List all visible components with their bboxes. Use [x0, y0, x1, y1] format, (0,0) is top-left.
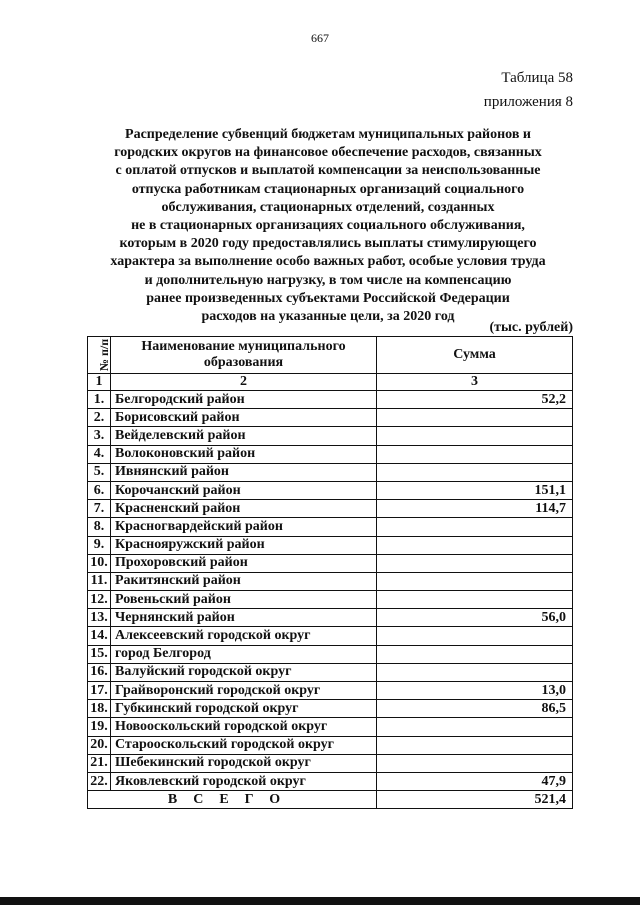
total-row [88, 791, 573, 809]
table-row [88, 682, 573, 700]
municipality-name: Краснояружский район [111, 536, 377, 554]
row-number: 5. [88, 463, 111, 481]
municipality-name: Ракитянский район [111, 572, 377, 590]
municipality-name: Новооскольский городской округ [111, 718, 377, 736]
subventions-table [87, 336, 573, 809]
row-number: 18. [88, 700, 111, 718]
units-label: (тыс. рублей) [489, 320, 573, 335]
row-sum [377, 736, 573, 754]
scan-bottom-edge [0, 897, 640, 905]
title-line: городских округов на финансовое обеспечение расходов, связанных [114, 145, 542, 161]
header-name: Наименование муниципального образования [111, 337, 377, 374]
row-sum: 86,5 [377, 700, 573, 718]
municipality-name: Шебекинский городской округ [111, 754, 377, 772]
row-number: 17. [88, 682, 111, 700]
row-sum [377, 663, 573, 681]
row-sum [377, 627, 573, 645]
row-number: 1. [88, 391, 111, 409]
municipality-name: Старооскольский городской округ [111, 736, 377, 754]
title-line: обслуживания, стационарных отделений, созданных [161, 199, 495, 215]
municipality-name: Чернянский район [111, 609, 377, 627]
table-row [88, 572, 573, 590]
row-sum [377, 591, 573, 609]
table-row [88, 554, 573, 572]
title-line: не в стационарных организациях социального обслуживания, [131, 218, 525, 234]
table-row [88, 627, 573, 645]
municipality-name: Прохоровский район [111, 554, 377, 572]
row-number: 6. [88, 481, 111, 499]
table-row [88, 754, 573, 772]
row-sum [377, 518, 573, 536]
column-index-1: 1 [88, 374, 111, 391]
appendix-label: приложения 8 [483, 94, 573, 110]
table-row [88, 500, 573, 518]
row-sum: 47,9 [377, 772, 573, 790]
row-sum [377, 718, 573, 736]
row-number: 7. [88, 500, 111, 518]
municipality-name: Корочанский район [111, 481, 377, 499]
table-row [88, 536, 573, 554]
table-row [88, 645, 573, 663]
municipality-name: город Белгород [111, 645, 377, 663]
document-title [90, 126, 566, 326]
table-row [88, 736, 573, 754]
row-number: 9. [88, 536, 111, 554]
title-line: которым в 2020 году предоставлялись выплаты стимулирующего [119, 236, 537, 252]
row-sum [377, 409, 573, 427]
municipality-name: Грайворонский городской округ [111, 682, 377, 700]
header-number: № п/п [88, 337, 111, 374]
row-sum [377, 645, 573, 663]
table-row [88, 772, 573, 790]
title-line: с оплатой отпусков и выплатой компенсации за неиспользованные [115, 163, 541, 179]
row-number: 13. [88, 609, 111, 627]
municipality-name: Красненский район [111, 500, 377, 518]
row-number: 4. [88, 445, 111, 463]
table-row [88, 445, 573, 463]
table-row [88, 609, 573, 627]
row-sum: 52,2 [377, 391, 573, 409]
table-row [88, 518, 573, 536]
total-label: ВСЕГО [88, 791, 377, 809]
municipality-name: Губкинский городской округ [111, 700, 377, 718]
row-number: 21. [88, 754, 111, 772]
municipality-name: Яковлевский городской округ [111, 772, 377, 790]
row-sum: 13,0 [377, 682, 573, 700]
municipality-name: Белгородский район [111, 391, 377, 409]
row-number: 14. [88, 627, 111, 645]
municipality-name: Ровеньский район [111, 591, 377, 609]
row-number: 19. [88, 718, 111, 736]
page-number: 667 [311, 31, 329, 45]
table-row [88, 718, 573, 736]
table-row [88, 663, 573, 681]
title-line: и дополнительную нагрузку, в том числе на компенсацию [144, 272, 512, 288]
row-sum [377, 554, 573, 572]
row-number: 15. [88, 645, 111, 663]
title-line: Распределение субвенций бюджетам муниципальных районов и [125, 127, 531, 142]
title-line: ранее произведенных субъектами Российской Федерации [146, 290, 510, 306]
municipality-name: Волоконовский район [111, 445, 377, 463]
municipality-name: Борисовский район [111, 409, 377, 427]
table-row [88, 391, 573, 409]
row-number: 20. [88, 736, 111, 754]
title-line: расходов на указанные цели, за 2020 год [201, 309, 455, 325]
total-sum: 521,4 [377, 791, 573, 809]
municipality-name: Ивнянский район [111, 463, 377, 481]
row-number: 22. [88, 772, 111, 790]
row-sum [377, 536, 573, 554]
municipality-name: Алексеевский городской округ [111, 627, 377, 645]
table-number: Таблица 58 [501, 70, 573, 86]
row-number: 11. [88, 572, 111, 590]
row-number: 8. [88, 518, 111, 536]
table-reference [484, 66, 573, 114]
title-line: характера за выполнение особо важных работ, особые условия труда [110, 254, 546, 270]
row-sum [377, 463, 573, 481]
table-row [88, 409, 573, 427]
column-index-2: 2 [111, 374, 377, 391]
header-sum: Сумма [377, 337, 573, 374]
row-sum: 56,0 [377, 609, 573, 627]
municipality-name: Вейделевский район [111, 427, 377, 445]
table-row [88, 463, 573, 481]
table-row [88, 591, 573, 609]
table-header-row [88, 337, 573, 374]
table-row [88, 700, 573, 718]
row-sum [377, 445, 573, 463]
row-number: 16. [88, 663, 111, 681]
row-sum [377, 427, 573, 445]
title-line: отпуска работникам стационарных организаций социального [131, 181, 525, 197]
municipality-name: Валуйский городской округ [111, 663, 377, 681]
table-row [88, 427, 573, 445]
row-number: 3. [88, 427, 111, 445]
row-sum: 151,1 [377, 481, 573, 499]
row-number: 12. [88, 591, 111, 609]
column-index-3: 3 [377, 374, 573, 391]
row-sum [377, 572, 573, 590]
row-number: 10. [88, 554, 111, 572]
municipality-name: Красногвардейский район [111, 518, 377, 536]
column-index-row [88, 374, 573, 391]
row-number: 2. [88, 409, 111, 427]
row-sum [377, 754, 573, 772]
row-sum: 114,7 [377, 500, 573, 518]
table-row [88, 481, 573, 499]
